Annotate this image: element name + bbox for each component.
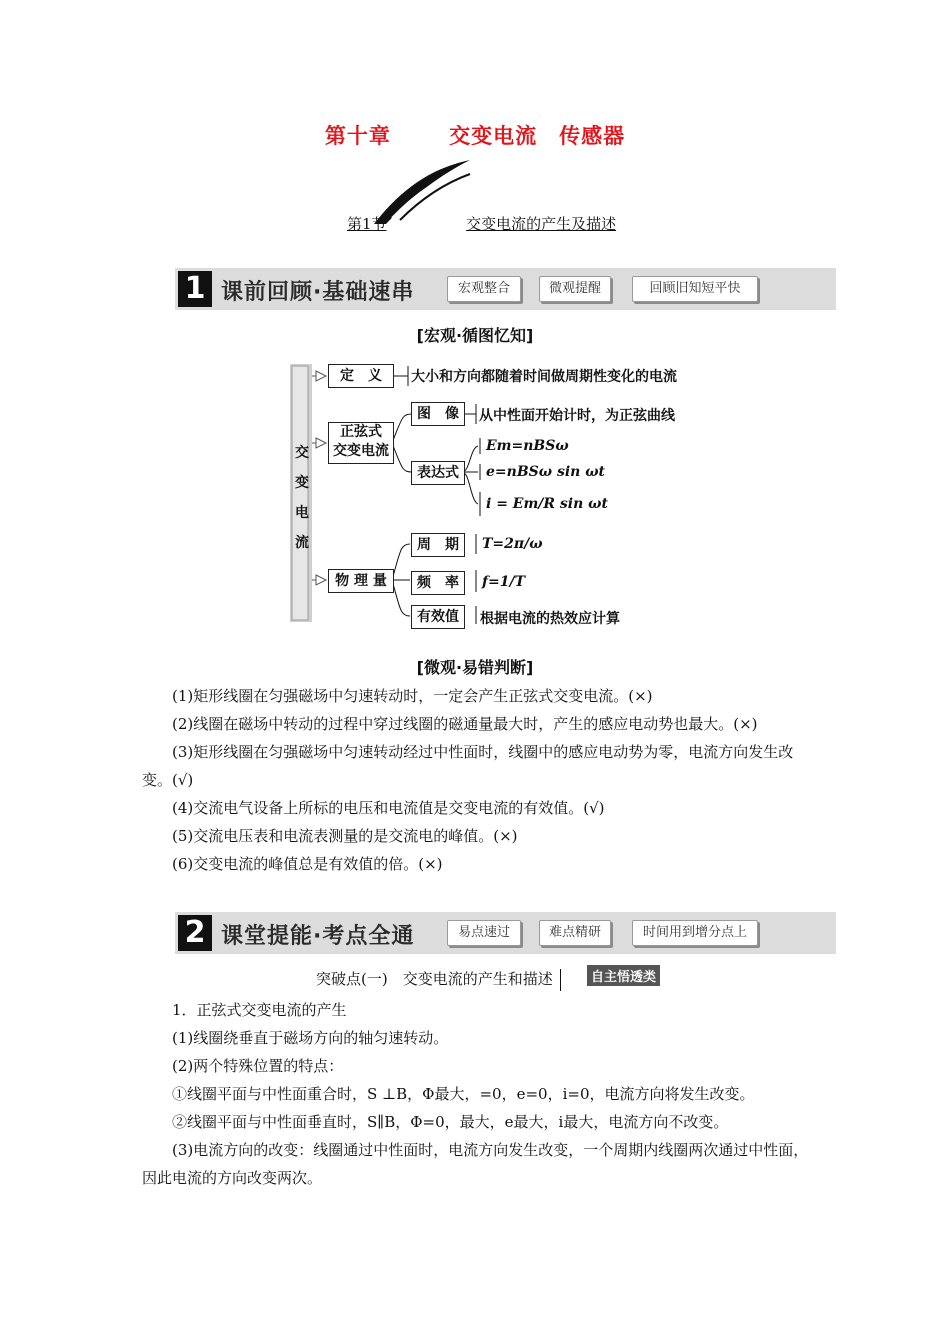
judgement-6: (6)交变电流的峰值总是有效值的倍。(×)	[172, 855, 443, 873]
judgement-4: (4)交流电气设备上所标的电压和电流值是交变电流的有效值。(√)	[172, 799, 605, 817]
banner-title: 课前回顾·基础速串	[221, 280, 415, 305]
banner-title: 课堂提能·考点全通	[221, 924, 415, 949]
image-box: 图 像	[411, 402, 465, 426]
sine-line-2: 交变电流	[333, 443, 389, 459]
banner-number: 1	[178, 271, 212, 307]
root-char-4: 流	[295, 535, 309, 551]
body-line-3: (2)两个特殊位置的特点：	[172, 1057, 344, 1075]
chapter-number: 第十章	[324, 124, 391, 148]
breakpoint-heading	[316, 968, 561, 991]
pill-macro: 宏观整合	[447, 276, 521, 302]
chapter-subtitle: 交变电流 传感器	[449, 124, 626, 148]
section-title: 交变电流的产生及描述	[466, 215, 617, 233]
body-line-1: 1．正弦式交变电流的产生	[172, 1001, 347, 1019]
definition-text: 大小和方向都随着时间做周期性变化的电流	[411, 369, 677, 385]
body-line-6: (3)电流方向的改变：线圈通过中性面时，电流方向发生改变，一个周期内线圈两次通过中性面，因此电流的方向改变两次。	[142, 1141, 809, 1187]
definition-box: 定 义	[328, 364, 394, 388]
frequency-text: f=1/T	[482, 574, 526, 590]
image-text: 从中性面开始计时，为正弦曲线	[479, 408, 675, 424]
pill-micro: 微观提醒	[539, 276, 611, 302]
concept-diagram	[290, 358, 710, 628]
sine-current-box	[328, 422, 394, 464]
effective-value-box: 有效值	[411, 605, 465, 629]
root-char-1: 交	[295, 445, 309, 461]
breakpoint-title: 突破点(一) 交变电流的产生和描述	[316, 970, 553, 988]
judgement-list	[142, 682, 812, 878]
pill-easy: 易点速过	[447, 920, 521, 946]
micro-heading: [微观·易错判断]	[416, 658, 534, 677]
period-text: T=2π/ω	[482, 536, 543, 552]
root-char-2: 变	[295, 475, 309, 491]
body-line-5: ②线圈平面与中性面垂直时，S∥B，Φ=0，最大，e最大，i最大，电流方向不改变。	[172, 1113, 729, 1131]
expr-peak: Em=nBSω	[486, 438, 569, 454]
pill-hard: 难点精研	[539, 920, 611, 946]
period-box: 周 期	[411, 533, 465, 557]
pill-review: 回顾旧知短平快	[632, 276, 758, 302]
macro-heading: [宏观·循图忆知]	[416, 326, 534, 345]
body-line-4: ①线圈平面与中性面重合时，S ⊥B，Φ最大，=0，e=0，i=0，电流方向将发生改变。	[172, 1085, 755, 1103]
judgement-2: (2)线圈在磁场中转动的过程中穿过线圈的磁通量最大时，产生的感应电动势也最大。(×)	[172, 715, 758, 733]
effective-value-text: 根据电流的热效应计算	[480, 611, 620, 627]
judgement-3: (3)矩形线圈在匀强磁场中匀速转动经过中性面时，线圈中的感应电动势为零，电流方向发生改变。(√)	[142, 743, 794, 789]
physics-quantity-box: 物 理 量	[328, 569, 394, 593]
judgement-1: (1)矩形线圈在匀强磁场中匀速转动时，一定会产生正弦式交变电流。(×)	[172, 687, 653, 705]
expr-emf: e=nBSω sin ωt	[486, 464, 606, 480]
diagram-root	[295, 438, 307, 558]
expression-box: 表达式	[411, 461, 465, 485]
frequency-box: 频 率	[411, 571, 465, 595]
banner-pre-class-review	[175, 268, 836, 310]
section-heading	[347, 213, 616, 234]
banner-number: 2	[178, 915, 212, 951]
banner-in-class	[175, 912, 836, 954]
body-text	[142, 996, 812, 1192]
body-line-2: (1)线圈绕垂直于磁场方向的轴匀速转动。	[172, 1029, 449, 1047]
self-study-tag: 自主悟透类	[587, 965, 660, 986]
sine-line-1: 正弦式	[340, 424, 382, 440]
section-label: 第1节	[347, 215, 387, 233]
expr-current: i = Em/R sin ωt	[486, 496, 608, 512]
judgement-5: (5)交流电压表和电流表测量的是交流电的峰值。(×)	[172, 827, 518, 845]
pill-time: 时间用到增分点上	[632, 920, 758, 946]
root-char-3: 电	[295, 505, 309, 521]
chapter-title	[0, 120, 950, 150]
